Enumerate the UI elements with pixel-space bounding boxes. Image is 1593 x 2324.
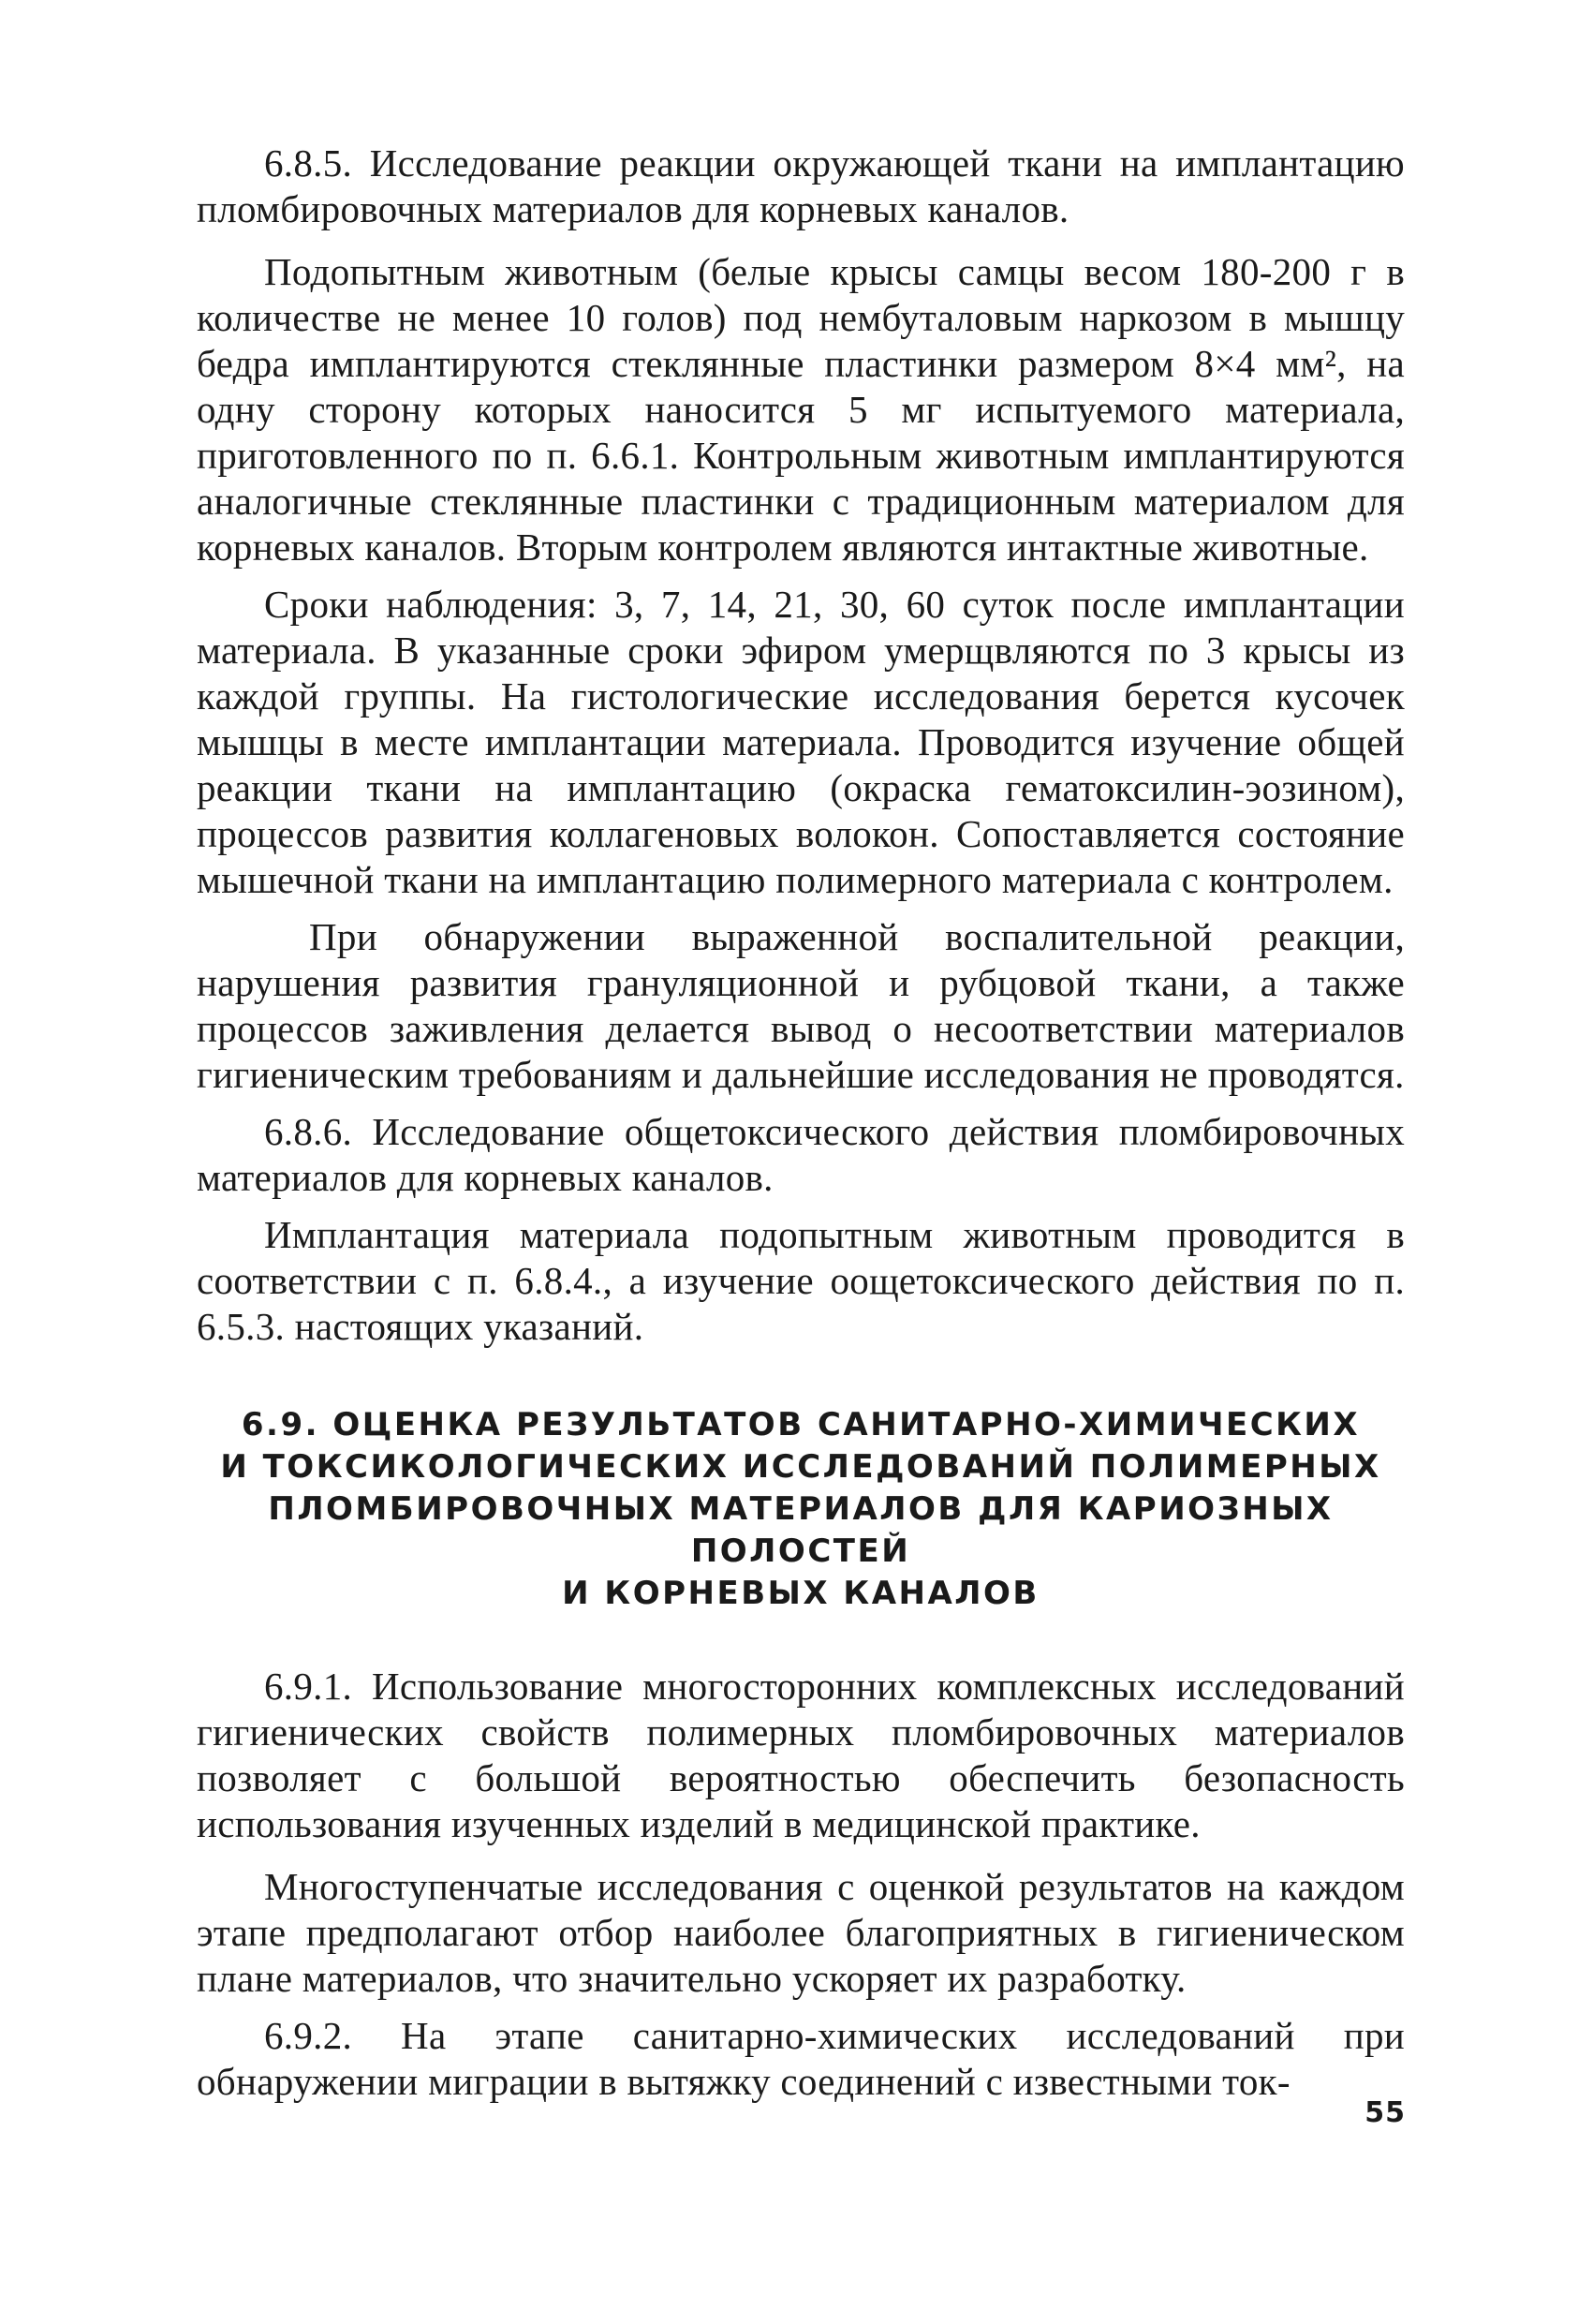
section-heading-line: ПЛОМБИРОВОЧНЫХ МАТЕРИАЛОВ ДЛЯ КАРИОЗНЫХ ПОЛОСТЕЙ [268, 1490, 1334, 1570]
paragraph-implantation-reference: Имплантация материала подопытным животным проводится в соответствии с п. 6.8.4., а изучение оощетоксического действия по п. 6.5.3. настоящих указаний. [197, 1213, 1405, 1348]
section-heading-line: И КОРНЕВЫХ КАНАЛОВ [562, 1575, 1040, 1612]
paragraph-conclusion-criteria: При обнаружении выраженной воспалительной реакции, нарушения развития грануляционной и рубцовой ткани, а также процессов заживления делается вывод о несоответствии материалов гигиеническим требованиям и дальнейшие исследования не проводятся. [197, 915, 1405, 1096]
paragraph-6-8-6-title: 6.8.6. Исследование общетоксического действия пломбировочных материалов для корневых каналов. [197, 1110, 1405, 1199]
page-number: 55 [1364, 2096, 1406, 2129]
paragraph-multistage-research: Многоступенчатые исследования с оценкой результатов на каждом этапе предполагают отбор наиболее благоприятных в гигиеническом плане материалов, что значительно ускоряет их разработку. [197, 1865, 1405, 2000]
paragraph-observation-terms: Сроки наблюдения: 3, 7, 14, 21, 30, 60 суток после имплантации материала. В указанные сроки эфиром умерщвляются по 3 крысы из каждой группы. На гистологические исследования берется кусочек мышцы в месте имплантации материала. Проводится изучение общей реакции ткани на имплантацию (окраска гематоксилин-эозином), процессов развития коллагеновых волокон. Сопоставляется состояние мышечной ткани на имплантацию полимерного материала с контролем. [197, 583, 1405, 901]
section-heading-6-9 [197, 1404, 1405, 1615]
text-column [197, 141, 1405, 2105]
section-heading-line: И ТОКСИКОЛОГИЧЕСКИХ ИССЛЕДОВАНИЙ ПОЛИМЕРНЫХ [220, 1448, 1381, 1486]
section-heading-line: 6.9. ОЦЕНКА РЕЗУЛЬТАТОВ САНИТАРНО-ХИМИЧЕСКИХ [241, 1406, 1361, 1443]
paragraph-6-8-5-title: 6.8.5. Исследование реакции окружающей ткани на имплантацию пломбировочных материалов для корневых каналов. [197, 141, 1405, 230]
paragraph-6-9-1: 6.9.1. Использование многосторонних комплексных исследований гигиенических свойств полимерных пломбировочных материалов позволяет с большой вероятностью обеспечить безопасность использования изученных изделий в медицинской практике. [197, 1665, 1405, 1845]
paragraph-experiment-setup: Подопытным животным (белые крысы самцы весом 180-200 г в количестве не менее 10 голов) под нембуталовым наркозом в мышцу бедра имплантируются стеклянные пластинки размером 8×4 мм², на одну сторону которых наносится 5 мг испытуемого материала, приготовленного по п. 6.6.1. Контрольным животным имплантируются аналогичные стеклянные пластинки с традиционным материалом для корневых каналов. Вторым контролем являются интактные животные. [197, 250, 1405, 569]
paragraph-6-9-2: 6.9.2. На этапе санитарно-химических исследований при обнаружении миграции в вытяжку соединений с известными ток- [197, 2014, 1405, 2103]
